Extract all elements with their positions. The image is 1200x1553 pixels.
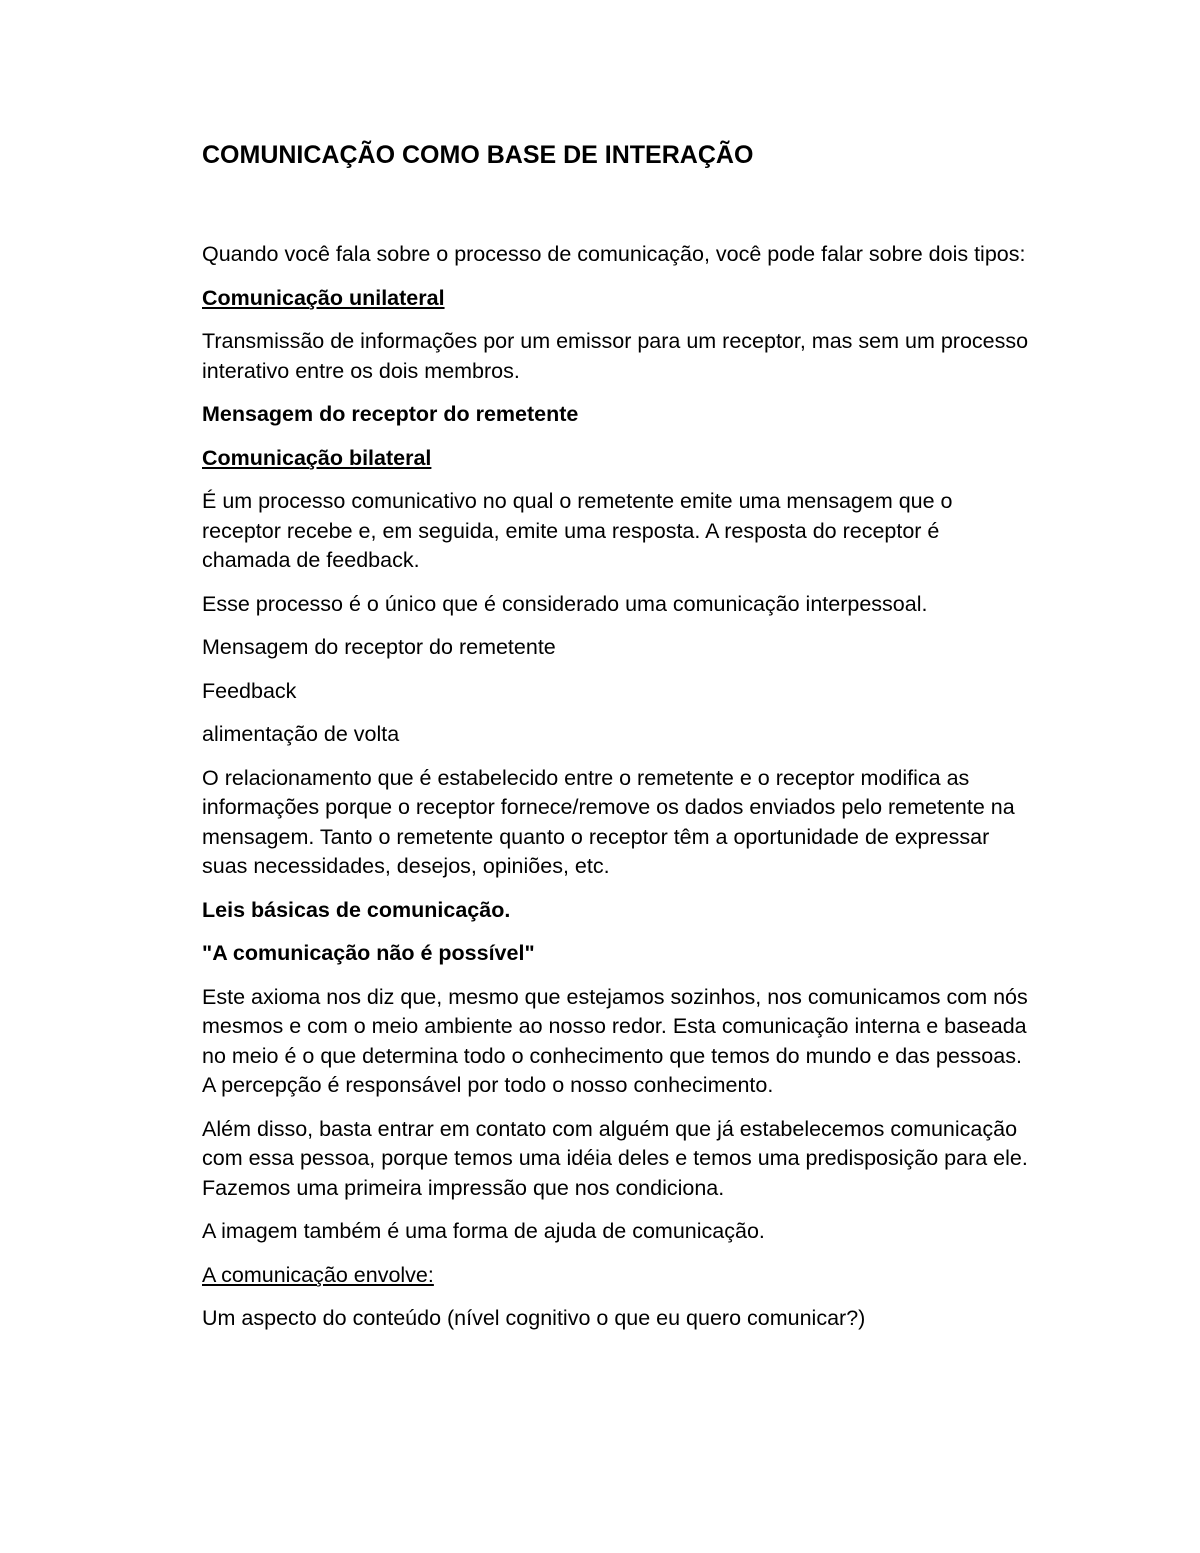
paragraph-feedback-translation: alimentação de volta [202,722,400,746]
paragraph-contact: Além disso, basta entrar em contato com alguém que já estabelecemos comunicação com essa pessoa, porque temos uma idéia deles e temos uma predisposição para ele. Fazemos uma primeira impressão que nos condiciona. [202,1116,1028,1200]
paragraph-bilateral: É um processo comunicativo no qual o remetente emite uma mensagem que o receptor recebe e, em seguida, emite uma resposta. A resposta do receptor é chamada de feedback. [202,489,953,572]
heading-bilateral: Comunicação bilateral [202,445,432,470]
heading-basic-laws: Leis básicas de comunicação. [202,897,511,922]
paragraph-message-2: Mensagem do receptor do remetente [202,635,556,659]
paragraph-axiom: Este axioma nos diz que, mesmo que estejamos sozinhos, nos comunicamos com nós mesmos e com o meio ambiente ao nosso redor. Esta comunicação interna e baseada no meio é o que determina todo o conhecimento que temos do mundo e das pessoas. A percepção é responsável por todo o nosso conhecimento. [202,984,1028,1097]
subheading-message-1: Mensagem do receptor do remetente [202,402,579,426]
paragraph-unilateral: Transmissão de informações por um emissor para um receptor, mas sem um processo interativo entre os dois membros. [202,329,1029,383]
heading-unilateral: Comunicação unilateral [202,285,445,310]
heading-involves: A comunicação envolve: [202,1262,434,1287]
document-body [202,138,1032,1348]
paragraph-image: A imagem também é uma forma de ajuda de comunicação. [202,1219,765,1243]
paragraph-content-aspect: Um aspecto do conteúdo (nível cognitivo o que eu quero comunicar?) [202,1306,866,1330]
heading-axiom: "A comunicação não é possível" [202,941,535,965]
paragraph-feedback: Feedback [202,678,297,703]
intro-paragraph: Quando você fala sobre o processo de comunicação, você pode falar sobre dois tipos: [202,242,1026,266]
paragraph-relationship: O relacionamento que é estabelecido entre o remetente e o receptor modifica as informações porque o receptor fornece/remove os dados enviados pelo remetente na mensagem. Tanto o remetente quanto o receptor têm a oportunidade de expressar suas necessidades, desejos, opiniões, etc. [202,765,1015,878]
paragraph-interpersonal: Esse processo é o único que é considerado uma comunicação interpessoal. [202,591,928,616]
document-title: COMUNICAÇÃO COMO BASE DE INTERAÇÃO [202,141,754,169]
